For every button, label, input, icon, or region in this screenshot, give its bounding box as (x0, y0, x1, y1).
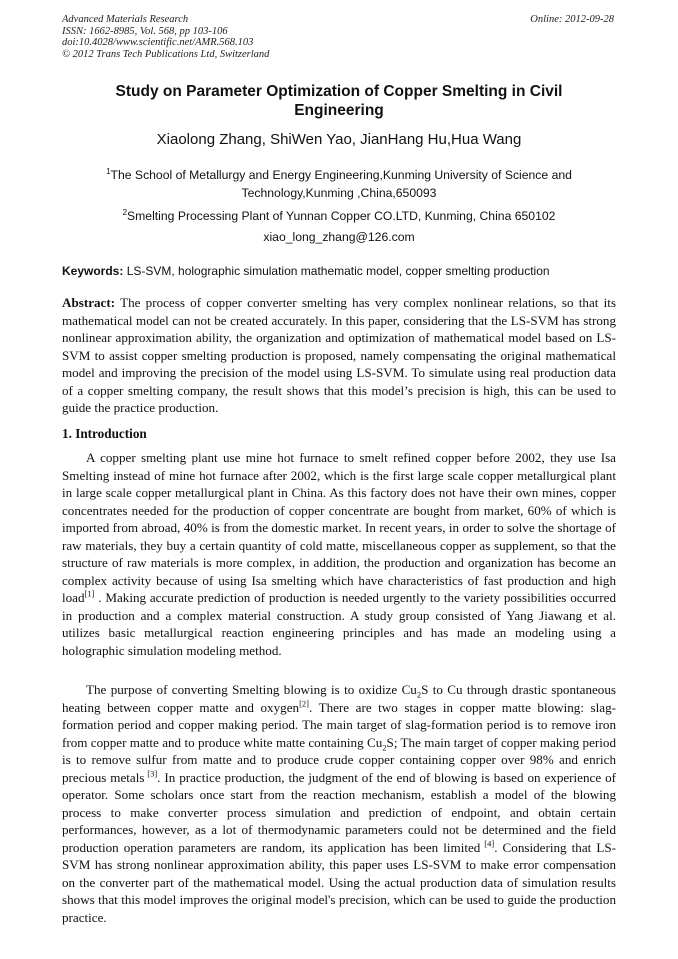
paper-title: Study on Parameter Optimization of Copper Smelting in Civil Engineering (115, 83, 563, 119)
paragraph-1 (62, 449, 616, 659)
abstract-label: Abstract: (62, 295, 116, 310)
subscript: 2 (416, 689, 422, 700)
paragraph-2 (62, 681, 616, 926)
paragraph-text: . In practice production, the judgment of the end of blowing is based on experience of operator. Some scholars once start from the reaction mechanism, establish a model of the blowing process to make converter process simulation and prediction of endpoint, and obtain certain performances, however, as a lot of thermodynamic parameters could not be determined and the field production operation parameters are random, its application has been limited (62, 769, 616, 855)
affiliation-mark: 2 (122, 207, 128, 217)
affiliation-1 (62, 166, 616, 202)
keywords-label: Keywords: (62, 264, 124, 278)
journal-name: Advanced Materials Research (62, 14, 189, 25)
paragraph-text: The purpose of converting Smelting blowing is to oxidize Cu (86, 682, 417, 697)
author-list: Xiaolong Zhang, ShiWen Yao, JianHang Hu,Hua Wang (156, 131, 522, 148)
paragraph-text: S; The main target of copper making period is to remove sulfur from matte and to produce crude copper containing copper over 98% and enrich precious metals (62, 734, 617, 785)
affiliation-text: The School of Metallurgy and Energy Engineering,Kunming University of Science and Technology,Kunming ,China,650093 (110, 168, 572, 200)
section-heading: 1. Introduction (62, 426, 147, 441)
abstract-text: The process of copper converter smelting has very complex nonlinear relations, so that its mathematical model can not be created accurately. In this paper, considering that the LS-SVM has strong nonlinear approximation ability, the organization and optimization of mathematical model based on LS-SVM to assist copper smelting production is proposed, namely compensating the original mathematical model and improving the precision of the model using LS-SVM. To simulate using real production data of a copper smelting company, the result shows that this model’s precision is high, this can be used to guide the practice production. (62, 295, 616, 415)
issn-line: ISSN: 1662-8985, Vol. 568, pp 103-106 (62, 25, 228, 37)
affiliation-text: Smelting Processing Plant of Yunnan Copper CO.LTD, Kunming, China 650102 (127, 209, 556, 223)
paragraph-text: . Making accurate prediction of production is needed urgently to the variety possibilities occurred in production and a complex material construction. A study group consisted of Yang Jiawang et al. utilizes basic metallurgical reaction engineering principles and has made an modeling using a holographic simulation modeling method. (62, 590, 616, 658)
abstract (62, 294, 616, 417)
copyright-line: © 2012 Trans Tech Publications Ltd, Switzerland (62, 48, 270, 60)
citation-ref: [3] (144, 768, 158, 779)
affiliation-2 (62, 207, 616, 225)
paragraph-text: . Considering that LS-SVM has strong nonlinear approximation ability, this paper uses LS-SVM to make error compensation on the converter part of the mathematical model. Using the actual production data of simulation results shows that this model improves the original model's precision, which can be used to guide the production practice. (62, 839, 616, 925)
paragraph-text: . There are two stages in copper matte blowing: slag-formation period and copper making period. The main target of slag-formation period is to remove iron from copper matte and to produce white matte containing Cu (62, 699, 616, 750)
doi-line: doi:10.4028/www.scientific.net/AMR.568.103 (62, 37, 254, 48)
citation-ref: [4] (480, 838, 495, 849)
paragraph-text: A copper smelting plant use mine hot furnace to smelt refined copper before 2002, they use Isa Smelting instead of mine hot furnace after 2002, which is the first large scale copper metallurgical plant in large scale copper metallurgical plant in China. As this factory does not have their own mines, copper concentrates needed for the production of copper concentrate are bought from market, 60% of which is imported from abroad, 40% is from the domestic market. In recent years, in order to solve the shortage of raw materials, they buy a certain quantity of cold matte, miscellaneous copper as supplement, so that the structure of raw materials is more complex, in addition, the production and organization has become an complex activity because of using Isa smelting which have characteristics of fast production and high load (62, 450, 616, 605)
keywords-text: LS-SVM, holographic simulation mathematic model, copper smelting production (123, 264, 550, 278)
keywords (62, 263, 616, 279)
citation-ref: [1] (84, 588, 95, 599)
paragraph-text: S to Cu through drastic spontaneous heating between copper matte and oxygen (62, 682, 616, 715)
online-date: Online: 2012-09-28 (530, 14, 614, 25)
affiliation-mark: 1 (106, 166, 111, 176)
journal-header (62, 14, 616, 60)
citation-ref: [2] (299, 698, 309, 709)
subscript: 2 (382, 742, 387, 753)
author-email: xiao_long_zhang@126.com (263, 230, 415, 244)
